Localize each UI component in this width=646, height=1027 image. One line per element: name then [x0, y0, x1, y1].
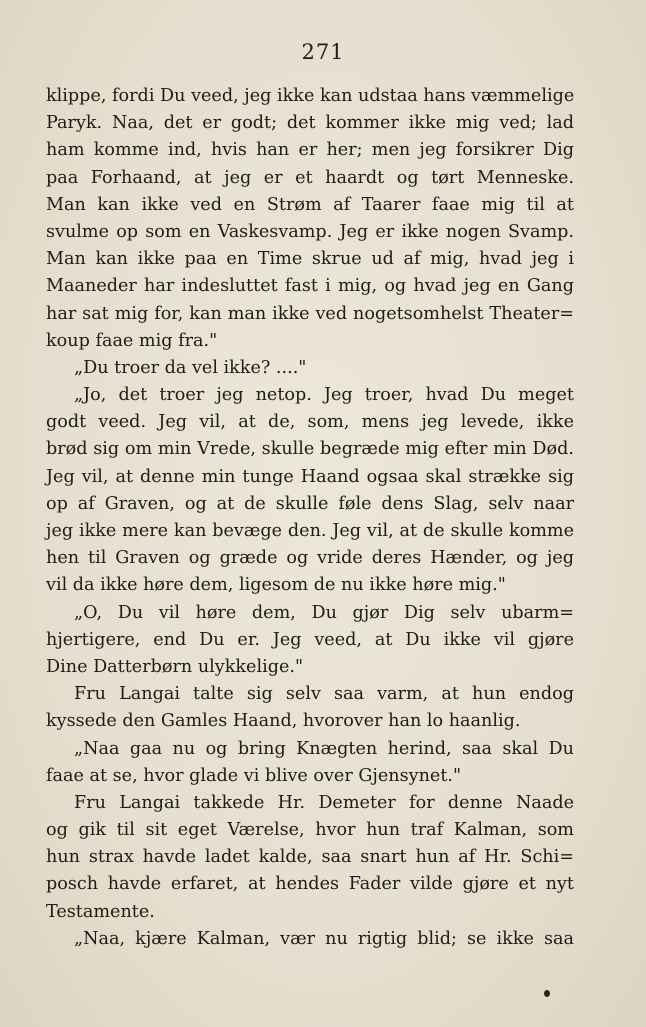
text-line: Fru Langai talte sig selv saa varm, at hun endog	[74, 684, 574, 705]
text-line: „Du troer da vel ikke? ...."	[74, 357, 307, 378]
text-line: op af Graven, og at de skulle føle dens Slag, selv naar	[46, 493, 574, 514]
text-line: posch havde erfaret, at hendes Fader vilde gjøre et nyt	[46, 874, 574, 895]
text-line: Man kan ikke paa en Time skrue ud af mig, hvad jeg i	[46, 249, 574, 270]
body-text	[46, 83, 574, 953]
text-line: Maaneder har indesluttet fast i mig, og hvad jeg en Gang	[46, 276, 574, 297]
text-line: ham komme ind, hvis han er her; men jeg forsikrer Dig	[46, 140, 574, 161]
text-line: Jeg vil, at denne min tunge Haand ogsaa skal strække sig	[46, 466, 574, 487]
text-line: klippe, fordi Du veed, jeg ikke kan udstaa hans væmmelige	[46, 86, 575, 106]
text-line: godt veed. Jeg vil, at de, som, mens jeg levede, ikke	[46, 412, 574, 433]
text-line: „Naa, kjære Kalman, vær nu rigtig blid; se ikke saa	[74, 928, 574, 949]
text-line: „Naa gaa nu og bring Knægten herind, saa skal Du	[74, 738, 574, 759]
text-line: brød sig om min Vrede, skulle begræde mig efter min Død.	[46, 439, 574, 460]
text-line: hjertigere, end Du er. Jeg veed, at Du ikke vil gjøre	[46, 629, 574, 650]
text-line: jeg ikke mere kan bevæge den. Jeg vil, at de skulle komme	[46, 521, 574, 541]
text-line: Man kan ikke ved en Strøm af Taarer faae mig til at	[46, 194, 574, 215]
text-line: og gik til sit eget Værelse, hvor hun traf Kalman, som	[46, 820, 574, 841]
text-line: „O, Du vil høre dem, Du gjør Dig selv ubarm=	[74, 602, 574, 623]
text-line: koup faae mig fra."	[46, 330, 218, 351]
page-number: 271	[301, 40, 345, 64]
text-line: vil da ikke høre dem, ligesom de nu ikke høre mig."	[46, 575, 506, 596]
text-line: Paryk. Naa, det er godt; det kommer ikke mig ved; lad	[46, 113, 574, 134]
text-line: Testamente.	[46, 901, 155, 922]
text-line: svulme op som en Vaskesvamp. Jeg er ikke nogen Svamp.	[46, 221, 574, 242]
text-line: Dine Datterbørn ulykkelige."	[46, 656, 304, 677]
text-line: kyssede den Gamles Haand, hvorover han lo haanlig.	[46, 711, 521, 732]
ink-speck	[544, 990, 550, 997]
text-line: faae at se, hvor glade vi blive over Gjensynet."	[46, 765, 462, 786]
text-line: har sat mig for, kan man ikke ved nogetsomhelst Theater=	[46, 303, 574, 324]
text-line: hun strax havde ladet kalde, saa snart hun af Hr. Schi=	[46, 847, 574, 868]
text-line: „Jo, det troer jeg netop. Jeg troer, hvad Du meget	[74, 385, 574, 406]
text-line: Fru Langai takkede Hr. Demeter for denne Naade	[74, 792, 574, 813]
text-line: hen til Graven og græde og vride deres Hænder, og jeg	[46, 548, 574, 569]
text-line: paa Forhaand, at jeg er et haardt og tørt Menneske.	[46, 167, 574, 188]
